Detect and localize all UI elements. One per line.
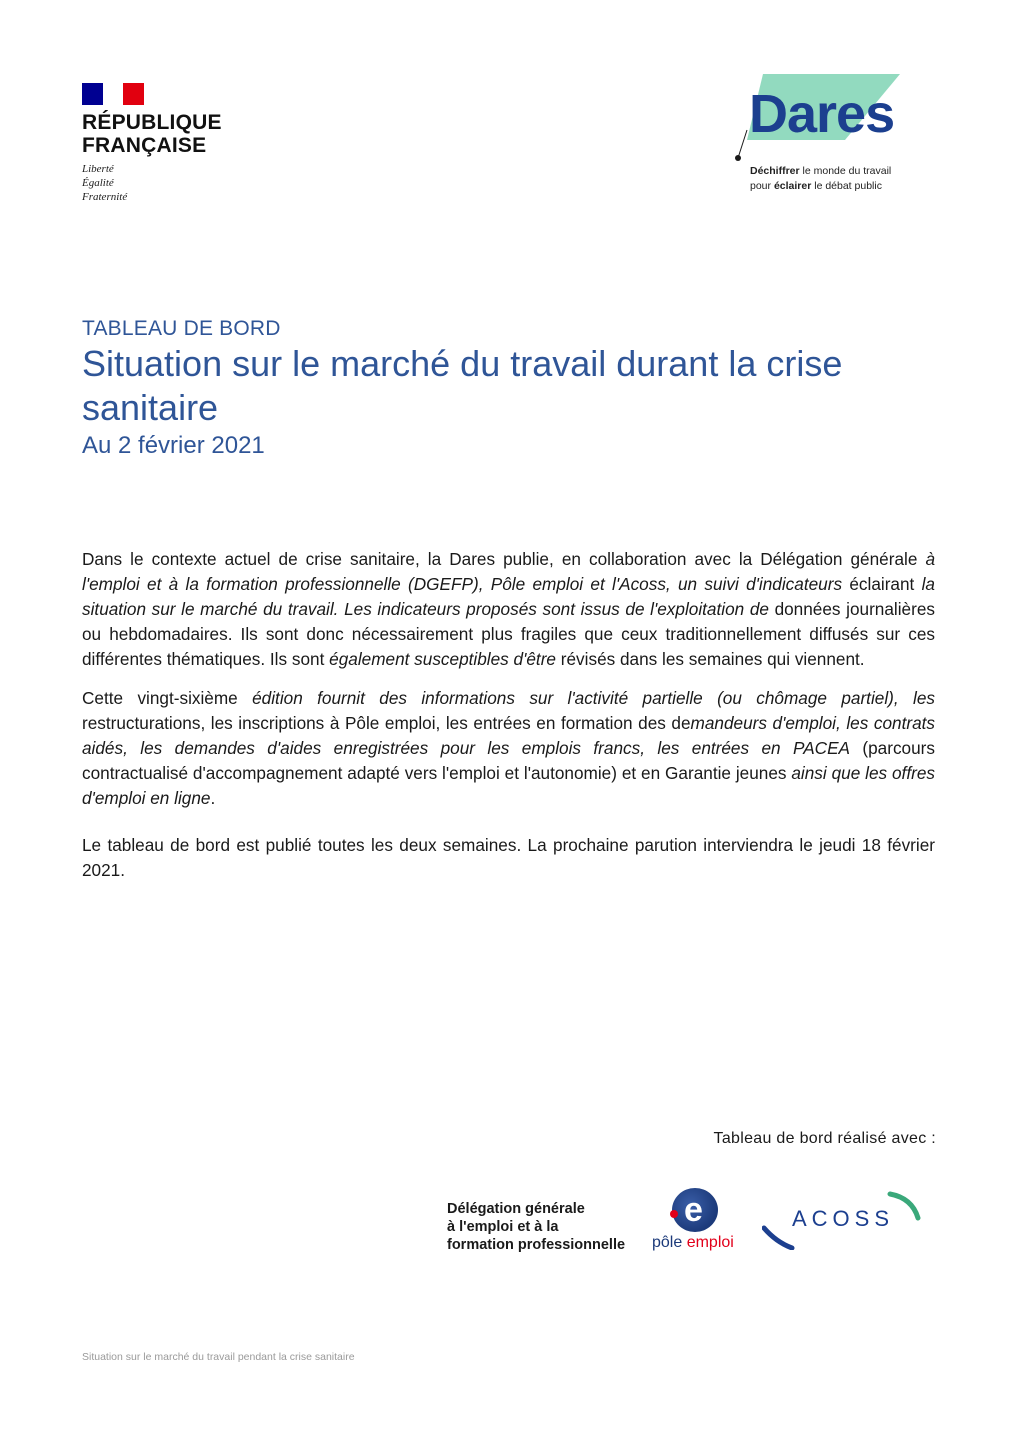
document-kicker: TABLEAU DE BORD	[82, 317, 281, 340]
p2-text-b: édition fournit des informations sur l'activité partielle (ou chômage partiel), les	[252, 688, 935, 708]
dgefp-logo: Délégation générale à l'emploi et à la formation professionnelle	[447, 1201, 626, 1253]
dares-tag-rest-1: le monde du travail	[799, 165, 892, 177]
dares-wordmark: Dares	[749, 84, 895, 144]
made-with-label: Tableau de bord réalisé avec :	[713, 1130, 936, 1147]
pole-emploi-word-a: pôle	[652, 1234, 687, 1251]
pole-emploi-logo	[650, 1186, 750, 1256]
dares-tag-rest-2: le débat public	[811, 180, 882, 192]
republique-francaise-logo	[82, 83, 242, 204]
dares-tag-bold-1: Déchiffrer	[750, 165, 800, 177]
p1-text-a: Dans le contexte actuel de crise sanitaire, la Dares publie, en collaboration avec la Délégation générale	[82, 549, 926, 569]
dares-tag-start-2: pour	[750, 180, 774, 192]
rf-name: RÉPUBLIQUE FRANÇAISE	[82, 111, 222, 157]
pole-emploi-dot-icon	[670, 1210, 678, 1218]
p2-text-e: (parcours contractualisé d'accompagnement adapté vers l'emploi et l'autonomie) et en Garantie jeunes	[82, 738, 935, 783]
document-date: Au 2 février 2021	[82, 432, 265, 459]
body-paragraph-3: Le tableau de bord est publié toutes les deux semaines. La prochaine parution interviendra le jeudi 18 février 2021.	[82, 835, 935, 880]
p1-text-f: également susceptibles d'être	[329, 649, 556, 669]
p1-text-g: révisés dans les semaines qui viennent.	[556, 649, 865, 669]
p1-text-c: éclairant	[842, 574, 922, 594]
p2-text-c: restructurations, les inscriptions à Pôle emploi, les entrées en formation des de	[82, 713, 691, 733]
page-footer: Situation sur le marché du travail pendant la crise sanitaire	[82, 1351, 355, 1363]
dares-tagline	[750, 164, 891, 194]
dares-logo	[735, 70, 935, 200]
marianne-flag-icon	[82, 83, 144, 105]
p2-text-d: mandeurs d'emploi, les contrats aidés, les demandes d'aides enregistrées pour les emplois francs, les entrées en PACEA	[82, 713, 935, 758]
rf-motto: Liberté Égalité Fraternité	[82, 163, 128, 203]
p1-text-b: à l'emploi et à la formation professionnelle (DGEFP), Pôle emploi et l'Acoss, un suivi d'indicateurs	[82, 549, 935, 594]
pole-emploi-e: e	[684, 1191, 703, 1229]
p1-text-e: données journalières ou hebdomadaires. Ils sont donc nécessairement plus fragiles que ceux traditionnellement diffusés sur ces différentes thématiques. Ils sont	[82, 599, 935, 669]
pole-emploi-word-b: emploi	[686, 1234, 734, 1251]
dares-tag-bold-2: éclairer	[773, 180, 812, 192]
p2-text-f: ainsi que les offres d'emploi en ligne	[82, 763, 935, 808]
pole-emploi-wordmark	[652, 1234, 734, 1252]
p2-text-a: Cette vingt-sixième	[82, 688, 253, 708]
body-paragraph-2	[82, 686, 935, 811]
document-title: Situation sur le marché du travail durant la crise sanitaire	[82, 343, 843, 428]
acoss-wordmark: ACOSS	[792, 1206, 895, 1231]
p1-text-d: la situation sur le marché du travail. Les indicateurs proposés sont issus de l'exploitation de	[82, 574, 935, 619]
p2-text-g: .	[210, 788, 216, 808]
document-body	[82, 547, 935, 897]
acoss-logo	[762, 1190, 927, 1250]
body-paragraph-1	[82, 547, 935, 672]
